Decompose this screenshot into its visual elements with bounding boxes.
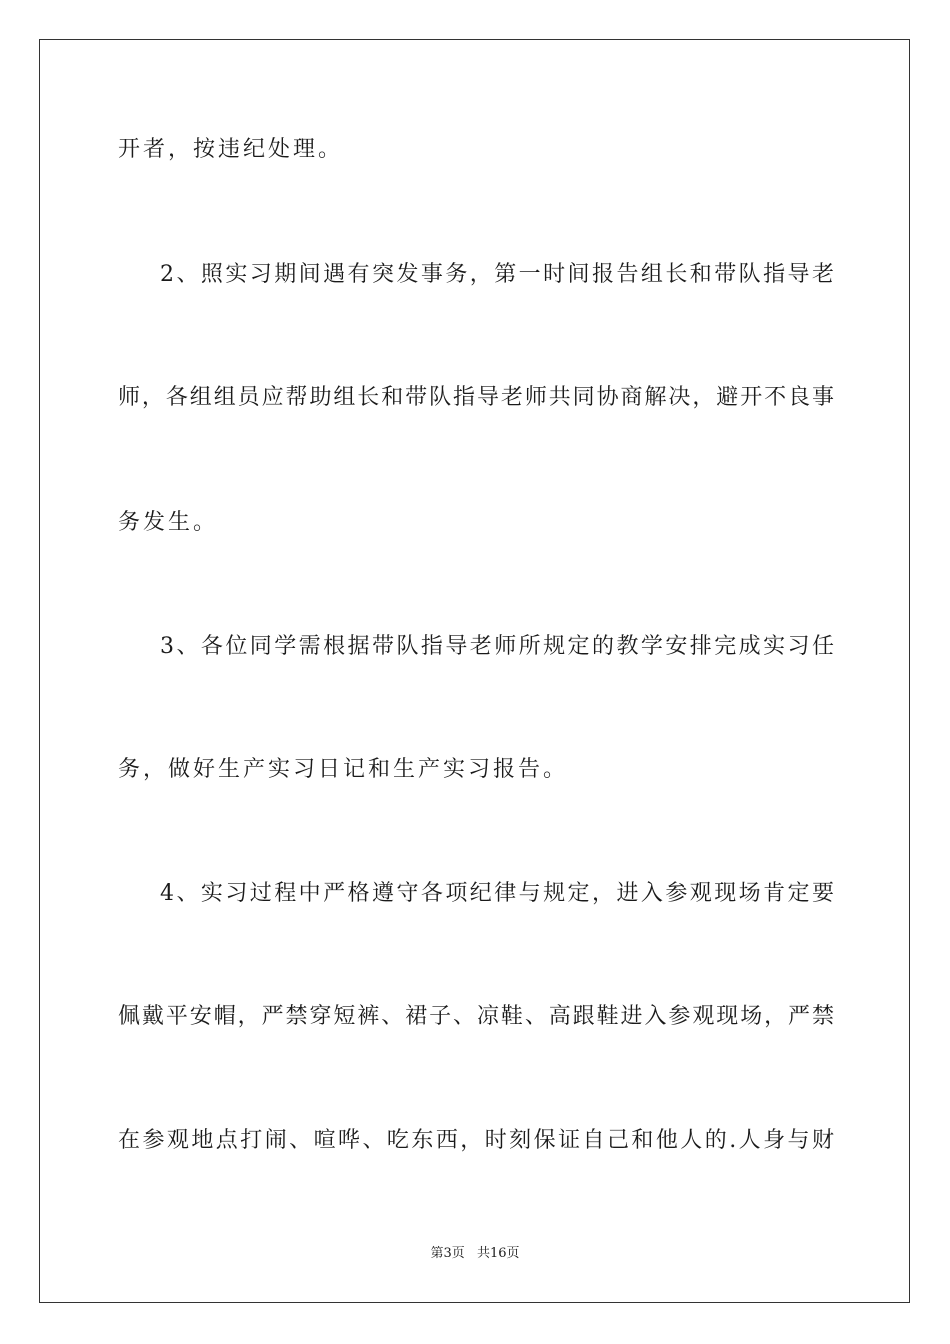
body-line-4: 务发生。 <box>118 510 219 535</box>
body-line-7: 4、实习过程中严格遵守各项纪律与规定，进入参观现场肯定要 <box>160 881 834 906</box>
body-line-8: 佩戴平安帽，严禁穿短裤、裙子、凉鞋、高跟鞋进入参观现场，严禁 <box>118 1004 834 1029</box>
body-line-3: 师，各组组员应帮助组长和带队指导老师共同协商解决，避开不良事 <box>118 385 834 410</box>
page-number: 第3页 <box>430 1246 465 1261</box>
page-footer <box>0 1245 950 1263</box>
body-line-9: 在参观地点打闹、喧哗、吃东西，时刻保证自己和他人的.人身与财 <box>118 1128 834 1153</box>
page-border <box>39 39 910 1303</box>
page-total: 共16页 <box>476 1246 520 1261</box>
body-line-5: 3、各位同学需根据带队指导老师所规定的教学安排完成实习任 <box>160 634 834 659</box>
body-line-6: 务，做好生产实习日记和生产实习报告。 <box>118 757 569 782</box>
body-line-2: 2、照实习期间遇有突发事务，第一时间报告组长和带队指导老 <box>160 262 834 287</box>
body-line-1: 开者，按违纪处理。 <box>118 137 344 162</box>
